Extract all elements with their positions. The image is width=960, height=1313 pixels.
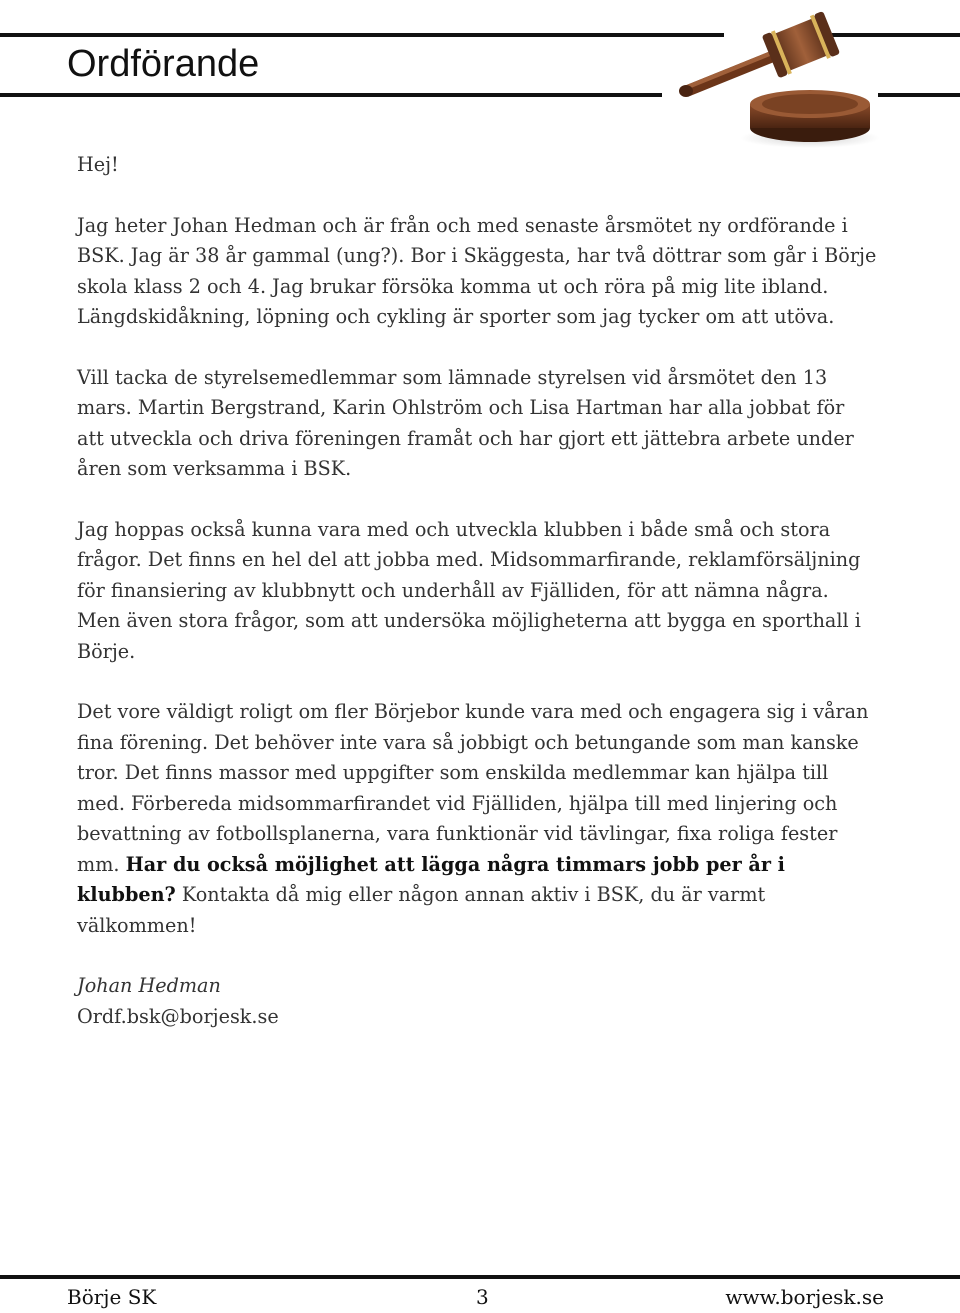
call-to-action-text: Det vore väldigt roligt om fler Börjebor kunde vara med och engagera sig i våran fina förening. Det behöver inte vara så jobbigt och betungande som man kanske tror. Det finns massor med uppgifter som enskilda medlemmar kan hjälpa till med. Förbereda midsommarfirandet vid Fjälliden, hjälpa till med linjering och bevattning av fotbollsplanerna, vara funktionär vid tävlingar, fixa roliga fester mm. [77,700,869,876]
signature-email[interactable]: Ordf.bsk@borjesk.se [77,1004,279,1028]
page-footer [0,1282,960,1313]
paragraph-intro: Jag heter Johan Hedman och är från och med senaste årsmötet ny ordförande i BSK. Jag är 38 år gammal (ung?). Bor i Skäggesta, har två döttrar som går i Börje skola klass 2 och 4. Jag brukar försöka komma ut och röra på mig lite ibland. Längdskidåkning, löpning och cykling är sporter som jag tycker om att utöva. [77,213,877,328]
header-rule-top [0,33,724,37]
letter-body [77,150,877,1032]
paragraph-thanks: Vill tacka de styrelsemedlemmar som lämnade styrelsen vid årsmötet den 13 mars. Martin Bergstrand, Karin Ohlström och Lisa Hartman har alla jobbat för att utveckla och driva föreningen framåt och har gjort ett jättebra arbete under åren som verksamma i BSK. [77,365,854,480]
footer-page-number: 3 [476,1285,489,1309]
signature-block [77,971,877,1032]
footer-website[interactable]: www.borjesk.se [725,1285,884,1309]
gavel-icon [670,0,880,150]
greeting: Hej! [77,153,119,176]
page-title: Ordförande [67,43,260,85]
call-to-action-question: Har du också möjlighet att lägga några timmars jobb per år i klubben? [77,852,785,906]
call-to-action-closing: Kontakta då mig eller någon annan aktiv i BSK, du är varmt välkommen! [77,883,766,937]
paragraph-call-to-action [77,697,877,941]
footer-rule [0,1275,960,1279]
footer-club-name: Börje SK [67,1285,157,1309]
signature-name: Johan Hedman [77,974,221,997]
header-rule-bottom [0,93,662,97]
paragraph-hopes: Jag hoppas också kunna vara med och utveckla klubben i både små och stora frågor. Det finns en hel del att jobba med. Midsommarfirande, reklamförsäljning för finansiering av klubbnytt och underhåll av Fjälliden, för att nämna några. Men även stora frågor, som att undersöka möjligheterna att bygga en sporthall i Börje. [77,517,861,663]
header-rule-bottom-right [878,93,960,97]
